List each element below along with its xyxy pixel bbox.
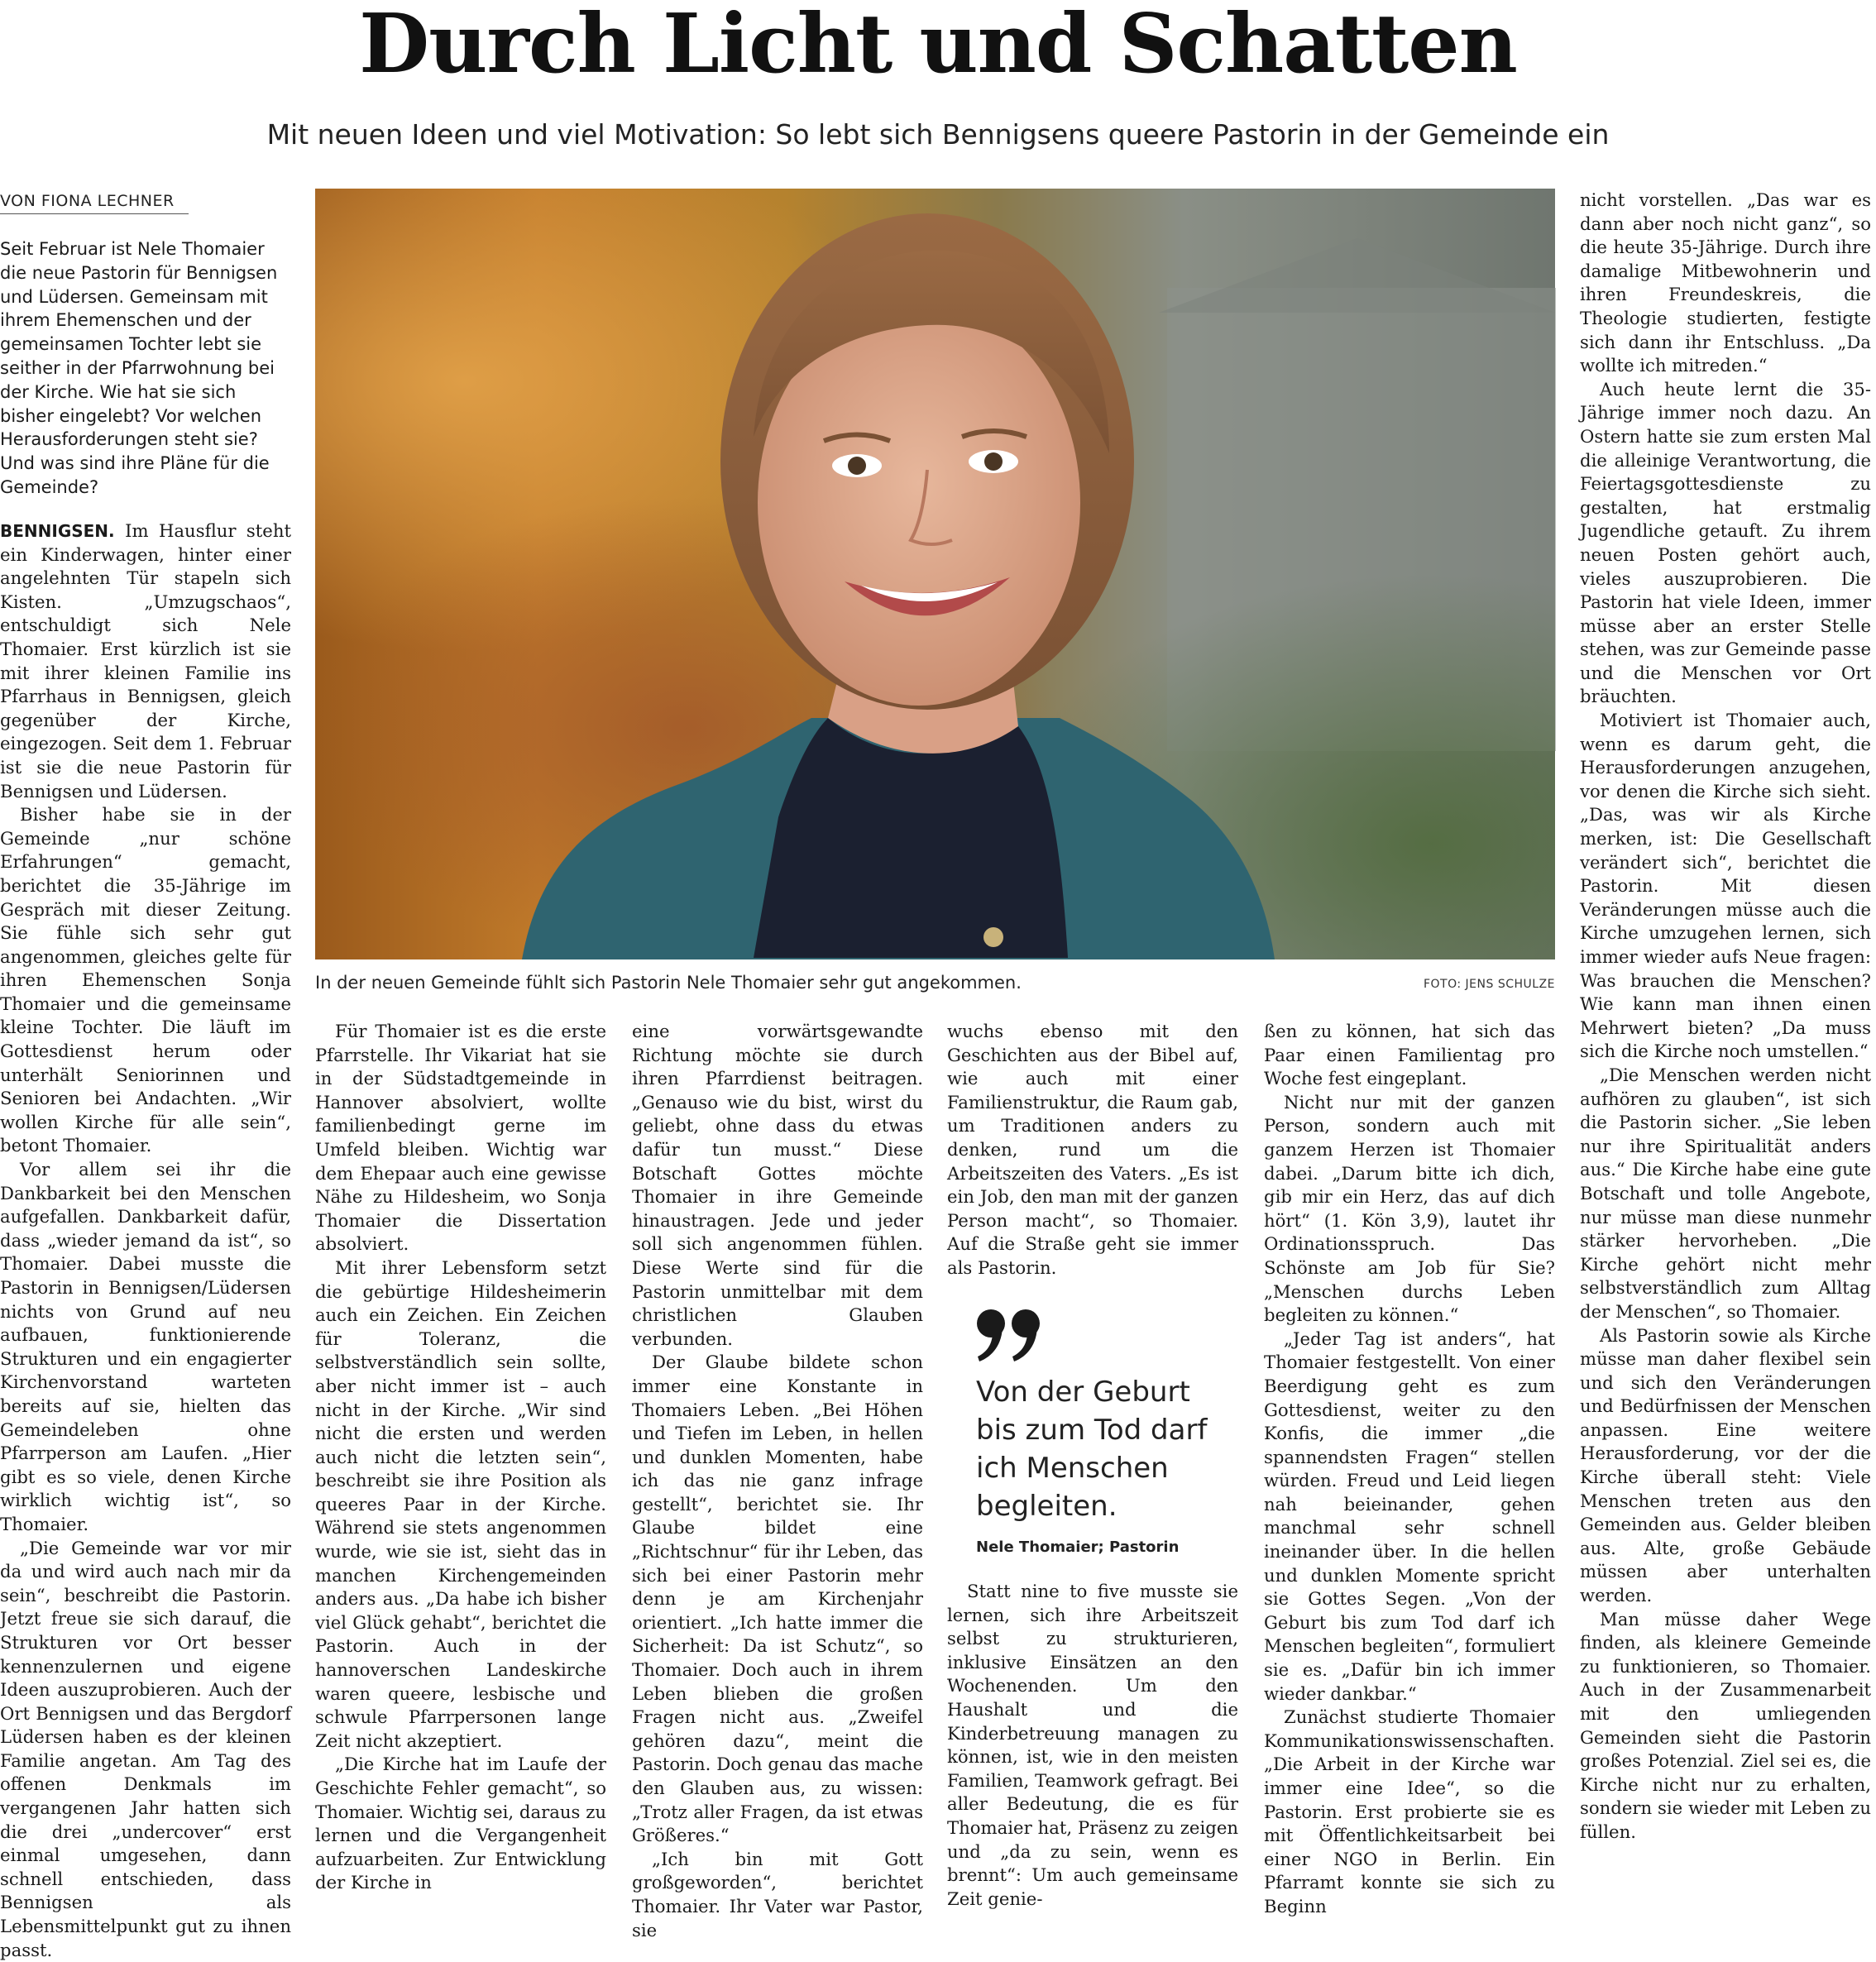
headline: Durch Licht und Schatten <box>359 0 1517 92</box>
paragraph: Auch heute lernt die 35-Jährige immer noch dazu. An Ostern hatte sie zum ersten Mal die alleinige Verantwortung, die Feiertagsgottesdienste zu gestalten, hat erstmalig Jugendliche getauft. Zu ihrem neuen Posten gehört auch, vieles auszuprobieren. Die Pastorin hat viele Ideen, immer müsse aber an erster Stelle stehen, was zur Gemeinde passe und die Menschen vor Ort bräuchten. <box>1580 378 1871 707</box>
photo-credit: FOTO: JENS SCHULZE <box>1423 978 1555 991</box>
paragraph: „Jeder Tag ist anders“, hat Thomaier festgestellt. Von einer Beerdigung geht es zum Gottesdienst, weiter zu den Konfis, die immer „die spannendsten Fragen“ stellen würden. Freud und Leid liegen nah beieinander, gehen manchmal sehr schnell ineinander über. In die hellen und dunklen Momente spricht sie Gottes Segen. „Von der Geburt bis zum Tod darf ich Menschen begleiten“, formuliert sie es. „Dafür bin ich immer wieder dankbar.“ <box>1264 1328 1555 1704</box>
byline: VON FIONA LECHNER <box>0 190 189 214</box>
portrait-photo <box>315 189 1555 959</box>
article-column-5 <box>1264 1020 1555 1917</box>
article-column-4-top <box>947 1020 1238 1276</box>
paragraph: BENNIGSEN. Im Hausflur steht ein Kinderwagen, hinter einer angelehnten Tür stapeln sich Kisten. „Umzugschaos“, entschuldigt sich Nele Thomaier. Erst kürzlich ist sie mit ihrer kleinen Familie ins Pfarrhaus in Bennigsen, gleich gegenüber der Kirche, eingezogen. Seit dem 1. Februar ist sie die neue Pastorin für Bennigsen und Lüdersen. <box>0 520 291 802</box>
paragraph: Statt nine to five musste sie lernen, sich ihre Arbeitszeit selbst zu strukturieren, inklusive Einsätzen an den Wochenenden. Um den Haushalt und die Kinderbetreuung managen zu können, ist, wie in den meisten Familien, Teamwork gefragt. Bei aller Bedeutung, die es für Thomaier hat, Präsenz zu zeigen und „da zu sein, wenn es brennt“: Um auch gemeinsame Zeit genie- <box>947 1581 1238 1909</box>
paragraph: Für Thomaier ist es die erste Pfarrstelle. Ihr Vikariat hat sie in der Südstadtgemeinde in Hannover absolviert, wollte familienbedingt gerne im Umfeld bleiben. Wichtig war dem Ehepaar auch eine gewisse Nähe zu Hildesheim, wo Sonja Thomaier die Dissertation absolviert. <box>315 1021 606 1255</box>
pull-quote-attribution: Nele Thomaier; Pastorin <box>976 1538 1180 1556</box>
paragraph: Nicht nur mit der ganzen Person, sondern auch mit ganzem Herzen ist Thomaier dabei. „Darum bitte ich dich, gib mir ein Herz, das auf dich hört“ (1. Kön 3,9), lautet ihr Ordinationsspruch. Das Schönste am Job für Sie? „Menschen durchs Leben begleiten zu können.“ <box>1264 1091 1555 1326</box>
paragraph: Zunächst studierte Thomaier Kommunikationswissenschaften. „Die Arbeit in der Kirche war immer eine Idee“, so die Pastorin. Erst probierte sie es mit Öffentlichkeitsarbeit bei einer NGO in Berlin. Ein Pfarramt konnte sie sich zu Beginn <box>1264 1706 1555 1917</box>
paragraph: Bisher habe sie in der Gemeinde „nur schöne Erfahrungen“ gemacht, berichtet die 35-Jährige im Gespräch mit dieser Zeitung. Sie fühle sich sehr gut angenommen, gleiches gelte für ihren Ehemenschen Sonja Thomaier und die gemeinsame kleine Tochter. Die läuft im Gottesdienst herum oder unterhält Seniorinnen und Senioren bei Andachten. „Wir wollen Kirche für alle sein“, betont Thomaier. <box>0 804 291 1156</box>
dateline: BENNIGSEN. <box>0 521 115 541</box>
paragraph: nicht vorstellen. „Das war es dann aber noch nicht ganz“, so die heute 35-Jährige. Durch ihre damalige Mitbewohnerin und ihren Freundeskreis, die Theologie studierten, festigte sich dann ihr Entschluss. „Da wollte ich mitreden.“ <box>1580 189 1871 376</box>
article-column-4-bottom <box>947 1580 1238 1909</box>
article-column-1 <box>0 519 291 1960</box>
paragraph: eine vorwärtsgewandte Richtung möchte sie durch ihren Pfarrdienst beitragen. „Genauso wie du bist, wirst du geliebt, ohne dass du etwas dafür tun musst.“ Diese Botschaft Gottes möchte Thomaier in ihre Gemeinde hinaustragen. Jede und jeder soll sich angenommen fühlen. Diese Werte sind für die Pastorin unmittelbar mit dem christlichen Glauben verbunden. <box>632 1021 923 1349</box>
article-column-2 <box>315 1020 606 1902</box>
teaser: Seit Februar ist Nele Thomaier die neue Pastorin für Bennigsen und Lüdersen. Gemeinsam mit ihrem Ehemenschen und der gemeinsamen Tochter lebt sie seither in der Pfarrwohnung bei der Kirche. Wie hat sie sich bisher eingelebt? Vor welchen Herausforderungen steht sie? Und was sind ihre Pläne für die Gemeinde? <box>0 239 278 497</box>
quote-mark-icon <box>974 1307 1049 1365</box>
paragraph: Man müsse daher Wege finden, als kleinere Gemeinde zu funktionieren, so Thomaier. Auch in der Zusammenarbeit mit den umliegenden Gemeinden sieht die Pastorin großes Potenzial. Ziel sei es, die Kirche nicht nur zu erhalten, sondern sie wieder mit Leben zu füllen. <box>1580 1608 1871 1842</box>
paragraph: Mit ihrer Lebensform setzt die gebürtige Hildesheimerin auch ein Zeichen. Ein Zeichen für Toleranz, die selbstverständlich sein sollte, aber nicht immer ist – auch nicht in der Kirche. „Wir sind nicht die ersten und werden auch nicht die letzten sein“, beschreibt sie ihre Position als queeres Paar in der Kirche. Während sie stets angenommen wurde, wie sie ist, sieht das in manchen Kirchengemeinden anders aus. „Da habe ich bisher viel Glück gehabt“, berichtet die Pastorin. Auch in der hannoverschen Landeskirche waren queere, lesbische und schwule Pfarrpersonen lange Zeit nicht akzeptiert. <box>315 1256 606 1751</box>
paragraph: „Die Menschen werden nicht aufhören zu glauben“, ist sich die Pastorin sicher. „Sie leben nur ihre Spiritualität anders aus.“ Die Kirche habe eine gute Botschaft und tolle Angebote, nur müsse man diese nunmehr stärker hervorheben. „Die Kirche gehört nicht mehr selbstverständlich zum Alltag der Menschen“, so Thomaier. <box>1580 1064 1871 1322</box>
paragraph: ßen zu können, hat sich das Paar einen Familientag pro Woche fest eingeplant. <box>1264 1021 1555 1089</box>
paragraph: „Ich bin mit Gott großgeworden“, berichtet Thomaier. Ihr Vater war Pastor, sie <box>632 1848 923 1940</box>
paragraph: wuchs ebenso mit den Geschichten aus der Bibel auf, wie auch mit einer Familienstruktur, die Raum gab, um Traditionen anders zu denken, rund um die Arbeitszeiten des Vaters. „Es ist ein Job, den man mit der ganzen Person macht“, so Thomaier. Auf die Straße geht sie immer als Pastorin. <box>947 1021 1238 1278</box>
article-column-6 <box>1580 189 1871 1902</box>
paragraph: „Die Kirche hat im Laufe der Geschichte Fehler gemacht“, so Thomaier. Wichtig sei, daraus zu lernen und die Vergangenheit aufzuarbeiten. Zur Entwicklung der Kirche in <box>315 1754 606 1893</box>
subheadline: Mit neuen Ideen und viel Motivation: So lebt sich Bennigsens queere Pastorin in der Gemeinde ein <box>266 118 1610 151</box>
photo-caption: In der neuen Gemeinde fühlt sich Pastorin Nele Thomaier sehr gut angekommen. <box>315 973 1022 993</box>
paragraph: Vor allem sei ihr die Dankbarkeit bei den Menschen aufgefallen. Dankbarkeit dafür, dass „wieder jemand da ist“, so Thomaier. Dabei musste die Pastorin in Bennigsen/Lüdersen nichts von Grund auf neu aufbauen, funktionierende Strukturen und ein engagierter Kirchenvorstand warteten bereits auf sie, hielten das Gemeindeleben ohne Pfarrperson am Laufen. „Hier gibt es so viele, denen Kirche wirklich wichtig ist“, so Thomaier. <box>0 1159 291 1534</box>
paragraph: Der Glaube bildete schon immer eine Konstante in Thomaiers Leben. „Bei Höhen und Tiefen im Leben, in hellen und dunklen Momenten, habe ich das nie ganz infrage gestellt“, berichtet sie. Ihr Glaube bildet eine „Richtschnur“ für ihr Leben, das sich bei einer Pastorin mehr denn je am Kirchenjahr orientiert. „Ich hatte immer die Sicherheit: Da ist Schutz“, so Thomaier. Doch auch in ihrem Leben blieben die großen Fragen nicht aus. „Zweifel gehören dazu“, meint die Pastorin. Doch genau das mache den Glauben aus, zu wissen: „Trotz aller Fragen, da ist etwas Größeres.“ <box>632 1352 923 1846</box>
pull-quote-text: Von der Geburt bis zum Tod darf ich Menschen begleiten. <box>976 1376 1208 1523</box>
paragraph: „Die Gemeinde war vor mir da und wird auch nach mir da sein“, beschreibt die Pastorin. Jetzt freue sie sich darauf, die Strukturen vor Ort besser kennenzulernen und eigene Ideen auszuprobieren. Auch der Ort Bennigsen und das Bergdorf Lüdersen haben es der kleinen Familie angetan. Am Tag des offenen Denkmals im vergangenen Jahr hatten sich die drei „undercover“ erst einmal umgesehen, dann schnell entschieden, dass Bennigsen als Lebensmittelpunkt gut zu ihnen passt. <box>0 1537 291 1960</box>
paragraph: Als Pastorin sowie als Kirche müsse man daher flexibel sein und sich den Veränderungen und Bedürfnissen der Menschen anpassen. Eine weitere Herausforderung, vor der die Kirche überall steht: Viele Menschen treten aus den Gemeinden aus. Gelder bleiben aus. Alte, große Gebäude müssen aber unterhalten werden. <box>1580 1324 1871 1606</box>
article-column-3 <box>632 1020 923 1940</box>
paragraph: Motiviert ist Thomaier auch, wenn es darum geht, die Herausforderungen anzugehen, vor denen die Kirche sich sieht. „Das, was wir als Kirche merken, ist: Die Gesellschaft verändert sich“, berichtet die Pastorin. Mit diesen Veränderungen müsse auch die Kirche umzugehen lernen, sich immer wieder aufs Neue fragen: Was brauchen die Menschen? Wie kann man ihnen einen Mehrwert bieten? „Da muss sich die Kirche noch umstellen.“ <box>1580 710 1871 1062</box>
